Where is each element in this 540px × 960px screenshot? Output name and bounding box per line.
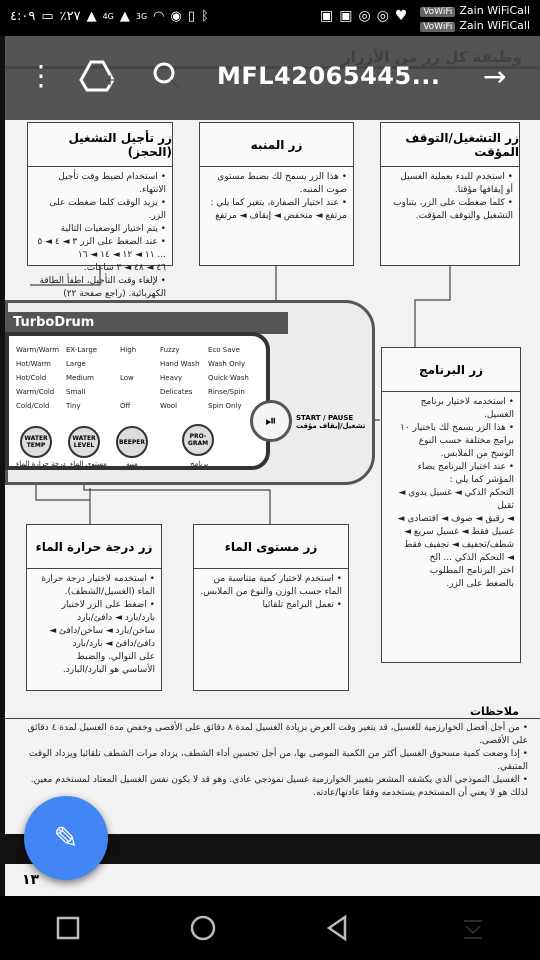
search-icon[interactable]: [151, 60, 183, 92]
text-line: دافئ/دافئ ◄ بارد/بارد: [72, 639, 155, 649]
page-number: ١٣: [22, 872, 40, 888]
box-beeper: [199, 122, 354, 266]
text-line: • يتم اختيار الوضعيات التالية: [60, 224, 166, 234]
option-label: Warm/Warm: [16, 346, 60, 354]
temp-options: [16, 346, 59, 410]
option-label: Warm/Cold: [16, 388, 55, 396]
text-line: الماء (الغسيل/الشطف).: [64, 587, 155, 597]
box-water-level: [193, 524, 349, 691]
water-temp-button: WATER TEMP: [20, 426, 52, 458]
option-label: Wool: [160, 402, 178, 410]
box-level-body: [194, 569, 348, 616]
text-line: ◄ التحكم الذكي ... الخ: [429, 553, 514, 563]
navigation-bar: [0, 896, 540, 960]
signal-icon: ▲: [86, 9, 97, 24]
text-line: بالضغط على الزر.: [446, 579, 514, 589]
option-label: Cold/Cold: [16, 402, 50, 410]
wifi-call-name: Zain WiFiCall: [459, 4, 530, 17]
box-start-title: زر التشغيل/التوقف المؤقت: [381, 123, 519, 167]
text-line: • استخدام لضبط وقت تأجيل الانتهاء.: [58, 172, 166, 195]
bluetooth-icon: ᛒ: [201, 9, 209, 24]
text-line: الأساسي هو البارد/البارد.: [62, 665, 155, 675]
network-3g: 3G: [135, 12, 148, 21]
text-line: ◄ رقيق ◄ صوف ◄ اقتصادي ◄: [397, 514, 514, 524]
box-program: [381, 347, 521, 663]
health-icon: ♥: [394, 8, 408, 24]
lbl-beeper: منبه: [126, 460, 138, 468]
text-line: ... ١١ ◄ ١٢ ◄ ١٤ ◄ ١٦: [77, 250, 166, 260]
text-line: برامج مختلفة حسب النوع: [418, 436, 514, 446]
app-icon: ▣: [339, 8, 353, 24]
box-level-title: زر مستوى الماء: [194, 525, 348, 569]
viewer-toolbar: [5, 36, 540, 120]
text-line: • استخدمه لاختيار درجة حرارة: [41, 574, 155, 584]
program-options-2: [208, 346, 249, 410]
vowifi-badge-2: VoWiFi: [420, 22, 455, 32]
network-4g: 4G: [102, 12, 114, 21]
option-label: Fuzzy: [160, 346, 180, 354]
text-line: • استخدم للبدء بعملية الغسيل: [400, 172, 513, 182]
box-program-title: زر البرنامج: [382, 348, 520, 392]
square-icon: [55, 915, 81, 941]
note-item: • إذا وضعت كمية مسحوق الغسيل أكثر من الكمية الموصى بها، من أجل تحسين أداء الشطف، يزداد مرات الشطف تلقائيا ويزداد الوقت المتبقي.: [28, 749, 528, 772]
text-line: • استخدم لاختيار كمية متناسبة من: [213, 574, 342, 584]
edit-pencil-icon: ✎: [53, 820, 79, 856]
notes-body: [20, 722, 528, 800]
text-line: شطف/تجفيف ◄ تجفيف فقط: [404, 540, 514, 550]
lbl-temp: درجة حرارة الماء: [16, 460, 66, 468]
circle-icon: [188, 913, 218, 943]
option-label: EX-Large: [66, 346, 98, 354]
text-line: المؤشر كما يلي :: [449, 475, 514, 485]
text-line: الماء حسب الوزن والنوع من الملابس.: [200, 587, 342, 597]
box-program-body: [382, 392, 520, 595]
option-label: Low: [120, 374, 134, 382]
clock: ٤:٠٩: [10, 9, 36, 24]
text-line: التشغيل والتوقف المؤقت.: [415, 211, 513, 221]
wifi-icon: ◠: [153, 9, 165, 24]
box-water-temp: [26, 524, 162, 691]
note-item: • من أجل أفضل الخوارزمية للغسيل، قد يتغير وقت العرض بزيادة الغسيل لمدة ٨ دقائق على الأقصى وخفض مدة الغسيل لمدة ٤ دقائق على الأقصى.: [27, 723, 528, 746]
option-label: Hot/Cold: [16, 374, 47, 382]
text-line: الوسخ من الملابس.: [440, 449, 514, 459]
box-temp-body: [27, 569, 161, 681]
text-line: • يزيد الوقت كلما ضغطت على الزر.: [49, 198, 166, 221]
text-line: غسيل فقط ◄ غسيل سريع ◄: [404, 527, 514, 537]
home-button[interactable]: [178, 903, 228, 953]
text-line: على التوالي. والضبط: [76, 652, 155, 662]
vowifi-badge: VoWiFi: [420, 7, 455, 17]
text-line: • تعمل البرامج تلقائيا: [262, 600, 342, 610]
program-button: PRO-GRAM: [182, 424, 214, 456]
level-options: [66, 346, 97, 410]
start-pause-button: [250, 400, 292, 442]
box-start-pause: [380, 122, 520, 266]
text-line: التحكم الذكي ◄ غسيل يدوي ◄ ثقيل: [398, 488, 514, 511]
option-label: Small: [66, 388, 86, 396]
option-label: Spin Only: [208, 402, 242, 410]
pull-down-icon: [458, 913, 488, 943]
text-line: ٤٦ ◄ ٤٨ ◄ ٣ ساعات.: [83, 263, 166, 273]
document-title: MFL42065445...: [217, 62, 441, 90]
status-bar: [0, 0, 540, 36]
text-line: • كلما ضغطت على الزر، يتناوب: [393, 198, 513, 208]
box-temp-title: زر درجة حرارة الماء: [27, 525, 161, 569]
brand-label: TurboDrum: [8, 312, 288, 334]
eye-icon: ◉: [170, 9, 182, 24]
recents-button[interactable]: [43, 903, 93, 953]
beeper-button: BEEPER: [116, 426, 148, 458]
whatsapp-icon: ◎: [358, 8, 371, 24]
battery-icon: ▭: [41, 9, 54, 24]
option-label: Rinse/Spin: [208, 388, 245, 396]
start-label-ar: تشغيل/إيقاف مؤقت: [296, 422, 366, 430]
box-delay-title: زر تأجيل التشغيل (الحجز): [28, 123, 172, 167]
vibrate-icon: ▯: [187, 9, 196, 24]
notification-pulldown-button[interactable]: [448, 903, 498, 953]
whatsapp-icon-2: ◎: [376, 8, 389, 24]
text-line: اختر البرنامج المطلوب: [429, 566, 514, 576]
option-label: Heavy: [160, 374, 183, 382]
box-delay-body: [28, 167, 172, 305]
more-vert-icon[interactable]: ⋮: [27, 59, 55, 92]
notes-divider: [5, 718, 540, 719]
arrow-right-icon[interactable]: →: [483, 60, 507, 93]
signal-icon-2: ▲: [119, 9, 130, 24]
text-line: • استخدمه لاختيار برنامج: [420, 397, 514, 407]
text-line: بارد/بارد ◄ دافئ/بارد: [77, 613, 155, 623]
notes-title: ملاحظات: [470, 705, 519, 718]
text-line: • عند اختيار الصفارة، يتغير كما يلي :: [210, 198, 347, 208]
text-line: • لإلغاء وقت التأجيل، اطفأ الطاقة: [39, 276, 166, 286]
option-label: Large: [66, 360, 86, 368]
notification-icons: [320, 8, 407, 24]
note-item: • الغسيل النموذجي الذي يكشفه المشعر بتغيير الخوارزمية غسيل نموذجي عادي. وهو قد لا يكون نفس الغسيل المعتاد لمستخدم معين. لذلك هو لا يعني أن المستخدم يستخدمه وفقا عادتها/عادته.: [30, 775, 528, 798]
start-pause-label: [296, 414, 365, 430]
text-line: الكهربائية. (راجع صفحة ٢٢): [63, 289, 166, 299]
option-label: Medium: [66, 374, 94, 382]
box-beeper-title: زر المنبه: [200, 123, 353, 167]
option-label: Eco Save: [208, 346, 240, 354]
box-start-body: [381, 167, 519, 227]
text-line: • عند الضغط على الزر ٣ ◄ ٤ ◄ ٥: [37, 237, 166, 247]
add-to-drive-icon[interactable]: [79, 58, 115, 94]
text-line: • اضغط على الزر لاختيار: [61, 600, 155, 610]
lbl-level: مستوى الماء: [70, 460, 107, 468]
battery-level: ٪٢٧: [59, 9, 81, 24]
gallery-icon: ▣: [320, 8, 334, 24]
text-line: مرتفع ◄ منخفض ◄ إيقاف ◄ مرتفع: [215, 211, 347, 221]
edit-fab-button[interactable]: [24, 796, 108, 880]
play-pause-icon: ⏯: [265, 413, 277, 429]
option-label: Hot/Warm: [16, 360, 51, 368]
box-delay-start: [27, 122, 173, 299]
text-line: • هذا الزر يسمح لك باختيار ١٠: [400, 423, 514, 433]
option-label: Hand Wash: [160, 360, 200, 368]
lbl-program: برنامج: [190, 460, 209, 468]
program-options-1: [160, 346, 200, 410]
text-line: الغسيل.: [483, 410, 514, 420]
box-beeper-body: [200, 167, 353, 227]
water-level-button: WATER LEVEL: [68, 426, 100, 458]
option-label: High: [120, 346, 137, 354]
option-label: Off: [120, 402, 131, 410]
beeper-options: [120, 346, 136, 410]
text-line: • هذا الزر يسمح لك بضبط مستوى صوت المنبه.: [217, 172, 347, 195]
start-label-en: START / PAUSE: [296, 414, 354, 422]
status-left: [10, 9, 209, 24]
wifi-calling: [420, 4, 530, 34]
option-label: Tiny: [66, 402, 81, 410]
option-label: Quick Wash: [208, 374, 249, 382]
text-line: ساخن/بارد ◄ ساخن/دافئ ◄: [49, 626, 155, 636]
text-line: • عند اختيار البرنامج يضاء: [417, 462, 514, 472]
text-line: أو إيقافها مؤقتا.: [454, 185, 513, 195]
option-label: Delicates: [160, 388, 193, 396]
option-label: Wash Only: [208, 360, 246, 368]
back-button[interactable]: [313, 903, 363, 953]
triangle-back-icon: [323, 913, 353, 943]
wifi-call-name-2: Zain WiFiCall: [459, 19, 530, 32]
